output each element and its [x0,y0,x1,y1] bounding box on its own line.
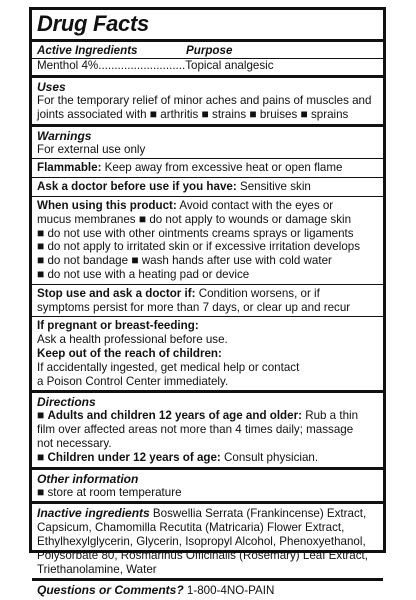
bullet-square-icon: ■ [138,211,147,226]
directions-line [37,451,378,465]
ingredient-purpose: Topical analgesic [185,59,274,72]
when-using-lead: When using this product: [37,198,177,212]
inactive-line: Ethylhexylglycerin, Glycerin, Isopropyl Alcohol, Phenoxyethanol, [37,534,366,548]
flammable-lead: Flammable: [37,161,102,175]
active-ingredients-section [37,42,378,75]
other-information-heading: Other information [37,471,139,486]
bullet-square-icon: ■ [37,239,45,254]
leader-dots: ........................... [98,59,186,72]
pregnant-text: Ask a health professional before use. [37,333,228,347]
ask-doctor-text: Sensitive skin [236,180,311,194]
inactive-line: Capsicum, Chamomilla Recutita (Matricaria) Flower Extract, [37,521,345,535]
directions-line [37,409,378,423]
flammable-text: Keep away from excessive heat or open flame [101,161,343,175]
warnings-heading: Warnings [37,128,92,143]
stop-use-line [37,287,378,301]
warnings-section [37,127,378,159]
ask-doctor-lead: Ask a doctor before use if you have: [37,180,237,194]
keep-out-lead: Keep out of the reach of children: [37,346,222,360]
use-item: sprains [310,107,349,121]
active-ingredients-heading: Active Ingredients [37,44,138,57]
when-using-text: mucus membranes [37,212,136,226]
uses-section [37,78,378,124]
uses-text-line1: For the temporary relief of minor aches and pains of muscles and [37,94,372,107]
adults-lead: Adults and children 12 years of age and older: [47,409,302,423]
when-using-text: wash hands after use with cold water [141,254,332,268]
when-using-text: Avoid contact with the eyes or [176,198,334,212]
stop-use-text: Condition worsens, or if [195,286,320,300]
use-item: arthritis [160,107,199,121]
keep-out-text: If accidentally ingested, get medical help or contact [37,360,300,374]
other-information-line [37,486,378,500]
bullet-square-icon: ■ [131,253,139,268]
ask-doctor-warning [37,178,378,196]
use-item: bruises [259,107,298,121]
uses-heading: Uses [37,80,66,94]
when-using-line [37,240,378,254]
adults-text: Rub a thin [301,409,359,423]
active-header-row [37,44,378,58]
bullet-square-icon: ■ [37,449,45,464]
other-information-text: store at room temperature [47,485,182,499]
keep-out-text: a Poison Control Center immediately. [37,374,229,388]
when-using-line [37,268,378,282]
active-ingredient-row [37,59,378,73]
when-using-text: do not use with other ointments creams sprays or ligaments [47,226,354,240]
stop-use-lead: Stop use and ask a doctor if: [37,286,196,300]
stop-use-line: symptoms persist for more than 7 days, or clear up and recur [37,300,351,314]
drug-facts-title: Drug Facts [37,11,149,36]
flammable-warning [37,159,378,177]
inactive-ingredients-section [37,504,378,578]
directions-heading: Directions [37,395,96,410]
when-using-line [37,199,378,213]
inactive-text: Boswellia Serrata (Frankincense) Extract, [149,507,367,521]
bullet-square-icon: ■ [201,106,209,121]
bullet-square-icon: ■ [249,106,257,121]
directions-section [37,393,378,466]
bullet-square-icon: ■ [37,225,45,240]
when-using-text: do not apply to irritated skin or if excessive irritation develops [47,240,361,254]
bullet-square-icon: ■ [300,106,308,121]
questions-heading: Questions or Comments? [37,583,184,598]
questions-section [37,581,378,600]
directions-line: not necessary. [37,436,112,450]
inactive-line: Polysorbate 80, Rosmarinus Officinalis (Rosemary) Leaf Extract, [37,548,368,562]
when-using-text: do not use with a heating pad or device [47,267,250,281]
bullet-square-icon: ■ [37,408,45,423]
when-using-line [37,254,378,268]
when-using-line [37,213,378,227]
when-using-text: do not bandage [47,254,129,268]
directions-line: film over affected areas not more than 4 times daily; massage [37,423,354,437]
uses-text-line2 [37,108,378,122]
other-information-section [37,470,378,502]
when-using-line [37,227,378,241]
pregnant-lead: If pregnant or breast-feeding: [37,319,199,333]
bullet-square-icon: ■ [149,106,158,121]
inactive-line: Triethanolamine, Water [37,562,157,576]
bullet-square-icon: ■ [37,484,45,499]
inactive-line [37,506,378,521]
bullet-square-icon: ■ [37,253,45,268]
children-lead: Children under 12 years of age: [47,450,221,464]
children-text: Consult physician. [220,450,319,464]
uses-prefix: joints associated with [37,107,147,121]
bullet-square-icon: ■ [37,266,45,281]
inactive-heading: Inactive ingredients [37,506,150,521]
drug-facts-panel [29,7,386,598]
when-using-text: do not apply to wounds or damage skin [149,212,352,226]
use-item: strains [212,107,247,121]
purpose-heading: Purpose [186,44,233,57]
when-using-warning [37,197,378,284]
stop-use-warning [37,285,378,317]
questions-phone: 1-800-4NO-PAIN [183,584,275,598]
ingredient-name: Menthol 4% [37,59,99,72]
pregnancy-children-warning [37,317,378,390]
external-use-text: For external use only [37,142,146,156]
